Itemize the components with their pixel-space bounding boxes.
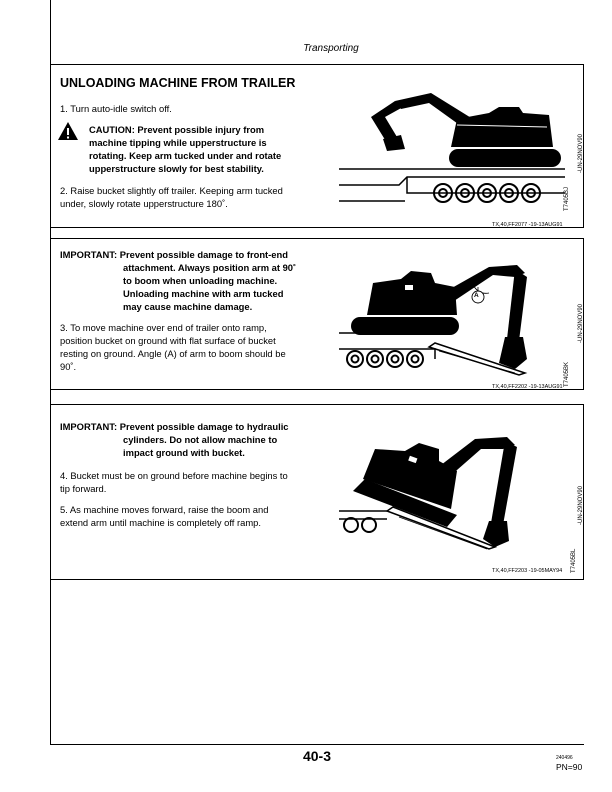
pn-label: PN=90 — [556, 762, 583, 772]
step-3-line: position bucket on ground with flat surface of bucket — [60, 335, 276, 346]
step-4-line: 4. Bucket must be on ground before machine begins to — [60, 470, 288, 481]
excavator-bucket-on-ground-illustration — [339, 263, 565, 383]
figure-code: T7405BL — [571, 548, 577, 573]
excavator-on-trailer-illustration — [339, 89, 565, 209]
step-5-line: extend arm until machine is completely off ramp. — [60, 517, 261, 528]
angle-callout: A — [474, 292, 479, 299]
important-line: attachment. Always position arm at 90˚ — [123, 262, 297, 273]
caution-text — [89, 123, 281, 175]
figure-code: T7405BK — [564, 361, 570, 387]
step-3 — [60, 321, 286, 373]
reference-code: TX,40,FF2077 -19-13AUG91 — [492, 222, 563, 228]
warning-icon — [57, 121, 79, 141]
important-line: cylinders. Do not allow machine to — [123, 434, 278, 445]
unloading-section — [50, 64, 584, 228]
step-1: 1. Turn auto-idle switch off. — [60, 103, 172, 114]
step-4 — [60, 469, 288, 495]
excavator-leaving-ramp-illustration — [339, 435, 565, 559]
important-cylinder-section — [50, 404, 584, 580]
important-line: IMPORTANT: Prevent possible damage to hydraulic — [60, 421, 289, 432]
step-3-line: resting on ground. Angle (A) of arm to boom should be — [60, 348, 286, 359]
step-2 — [60, 184, 283, 210]
section-title: UNLOADING MACHINE FROM TRAILER — [60, 76, 296, 90]
figure-code: T7405BJ — [564, 186, 570, 211]
figure-date: -UN-29NOV90 — [578, 485, 584, 525]
step-2-line: under, slowly rotate upperstructure 180˚. — [60, 198, 228, 209]
important-arm-section — [50, 238, 584, 390]
important-note — [60, 420, 289, 459]
important-line: Unloading machine with arm tucked — [123, 288, 284, 299]
section-header: Transporting — [303, 43, 359, 54]
step-3-line: 90˚. — [60, 361, 77, 372]
step-2-line: 2. Raise bucket slightly off trailer. Keeping arm tucked — [60, 185, 283, 196]
step-3-line: 3. To move machine over end of trailer onto ramp, — [60, 322, 267, 333]
reference-code: TX,40,FF2203 -19-05MAY94 — [492, 568, 563, 574]
page-number: 40-3 — [302, 748, 332, 764]
footer-code: 240496 — [556, 755, 573, 761]
figure-date: -UN-29NOV90 — [578, 303, 584, 343]
caution-line: machine tipping while upperstructure is — [89, 137, 267, 148]
caution-line: rotating. Keep arm tucked under and rotate — [89, 150, 282, 161]
important-line: IMPORTANT: Prevent possible damage to front-end — [60, 249, 288, 260]
important-line: impact ground with bucket. — [123, 447, 245, 458]
caution-line: upperstructure slowly for best stability. — [89, 163, 264, 174]
footer-rule — [50, 744, 584, 745]
step-4-line: tip forward. — [60, 483, 107, 494]
figure-date: -UN-29NOV90 — [578, 133, 584, 173]
step-5-line: 5. As machine moves forward, raise the boom and — [60, 504, 269, 515]
reference-code: TX,40,FF2202 -19-13AUG91 — [492, 384, 563, 390]
important-note — [60, 248, 296, 313]
important-line: to boom when unloading machine. — [123, 275, 278, 286]
step-5 — [60, 503, 268, 529]
caution-line: CAUTION: Prevent possible injury from — [89, 124, 265, 135]
important-line: may cause machine damage. — [123, 301, 253, 312]
